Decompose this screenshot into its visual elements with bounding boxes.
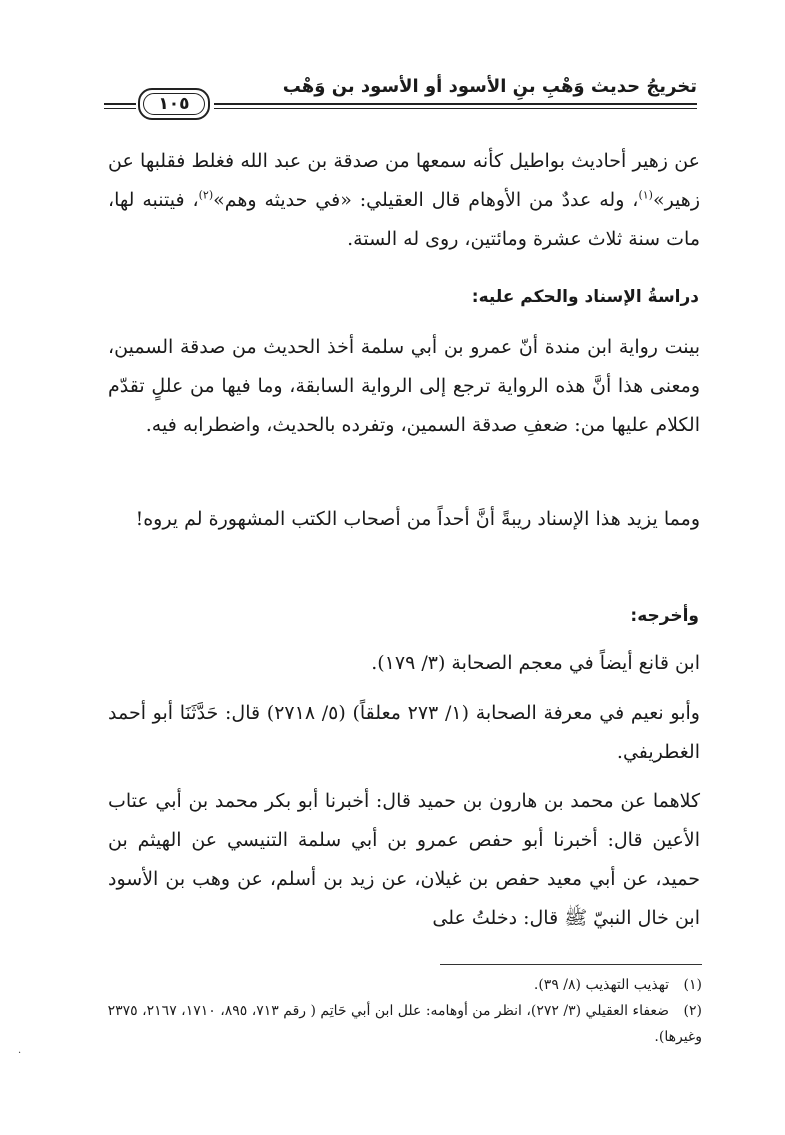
footnote-text: تهذيب التهذيب (٨/ ٣٩). xyxy=(533,977,670,993)
paragraph-chain xyxy=(108,782,700,938)
paragraph-text: ، وله عددٌ من الأوهام قال العقيلي: «في حديثه وهم» xyxy=(213,189,639,211)
footnote-text: ضعفاء العقيلي (٣/ ٢٧٢)، انظر من أوهامه: علل ابن أبي حَاتِم ( رقم ٧١٣، ٨٩٥، ١٧١٠، ٢١٦٧، ٢٣٧٥ وغيرها). xyxy=(107,1003,702,1045)
paragraph-text: بينت رواية ابن مندة أنّ عمرو بن أبي سلمة أخذ الحديث من صدقة السمين، ومعنى هذا أنَّ هذه الرواية ترجع إلى الرواية السابقة، وما فيها من عللٍ تقدّم الكلام عليها من: ضعفِ صدقة السمين، وتفرده بالحديث، واضطرابه فيه. xyxy=(108,336,700,436)
paragraph-text: ومما يزيد هذا الإسناد ريبةً أنَّ أحداً من أصحاب الكتب المشهورة لم يروه! xyxy=(135,508,700,530)
paragraph-text: ابن قانع أيضاً في معجم الصحابة (٣/ ١٧٩). xyxy=(371,652,700,674)
paragraph-text: ، فيتنبه لها، مات سنة ثلاث عشرة ومائتين، روى له الستة. xyxy=(108,189,700,250)
footnote-ref-2[interactable]: (٢) xyxy=(198,188,214,202)
header-rule-left-thin xyxy=(104,108,136,109)
paragraph-text: كلاهما عن محمد بن هارون بن حميد قال: أخبرنا أبو بكر محمد بن أبي عتاب الأعين قال: أخبرنا أبو حفص عمرو بن أبي سلمة التنيسي عن الهيثم بن حميد، عن أبي معيد حفص بن غيلان، عن زيد بن أسلم، عن وهب بن الأسود ابن خال النبيّ ﷺ قال: دخلتُ على xyxy=(108,790,700,929)
section-heading-isnad-study: دراسةُ الإسناد والحكم عليه: xyxy=(471,287,699,307)
section-heading-takhrij: وأخرجه: xyxy=(630,606,699,626)
footnotes xyxy=(100,972,702,1050)
footnote-1 xyxy=(100,972,702,998)
footnote-marker: (١) xyxy=(683,977,702,993)
paragraph-ibn-qani xyxy=(108,644,700,683)
paragraph-narrator-bio xyxy=(108,142,700,259)
footnote-ref-1[interactable]: (١) xyxy=(638,188,653,202)
footnote-2 xyxy=(100,998,702,1050)
paragraph-text: وأبو نعيم في معرفة الصحابة (١/ ٢٧٣ معلقاً) (٥/ ٢٧١٨) قال: حَدَّثَنَا أبو أحمد الغطريفي. xyxy=(108,702,700,763)
header-rule-thin xyxy=(214,108,697,109)
page-number: ١٠٥ xyxy=(158,94,190,114)
header-rule-thick xyxy=(214,103,697,105)
paragraph-abu-nuaym xyxy=(108,694,700,772)
header-rule-left-thick xyxy=(104,103,136,105)
running-header-title: تخريجُ حديث وَهْبِ بنِ الأسود أو الأسود بن وَهْب xyxy=(282,76,697,97)
scan-speck: · xyxy=(18,1048,22,1059)
footnote-separator xyxy=(440,964,702,965)
paragraph-text: عن زهير أحاديث بواطيل كأنه سمعها من صدقة بن عبد الله فغلط فقلبها عن زهير» xyxy=(108,150,700,211)
page-number-badge xyxy=(138,88,210,120)
footnote-marker: (٢) xyxy=(683,1003,702,1019)
paragraph-isnad-analysis xyxy=(108,328,700,445)
paragraph-isnad-doubt xyxy=(108,500,700,539)
